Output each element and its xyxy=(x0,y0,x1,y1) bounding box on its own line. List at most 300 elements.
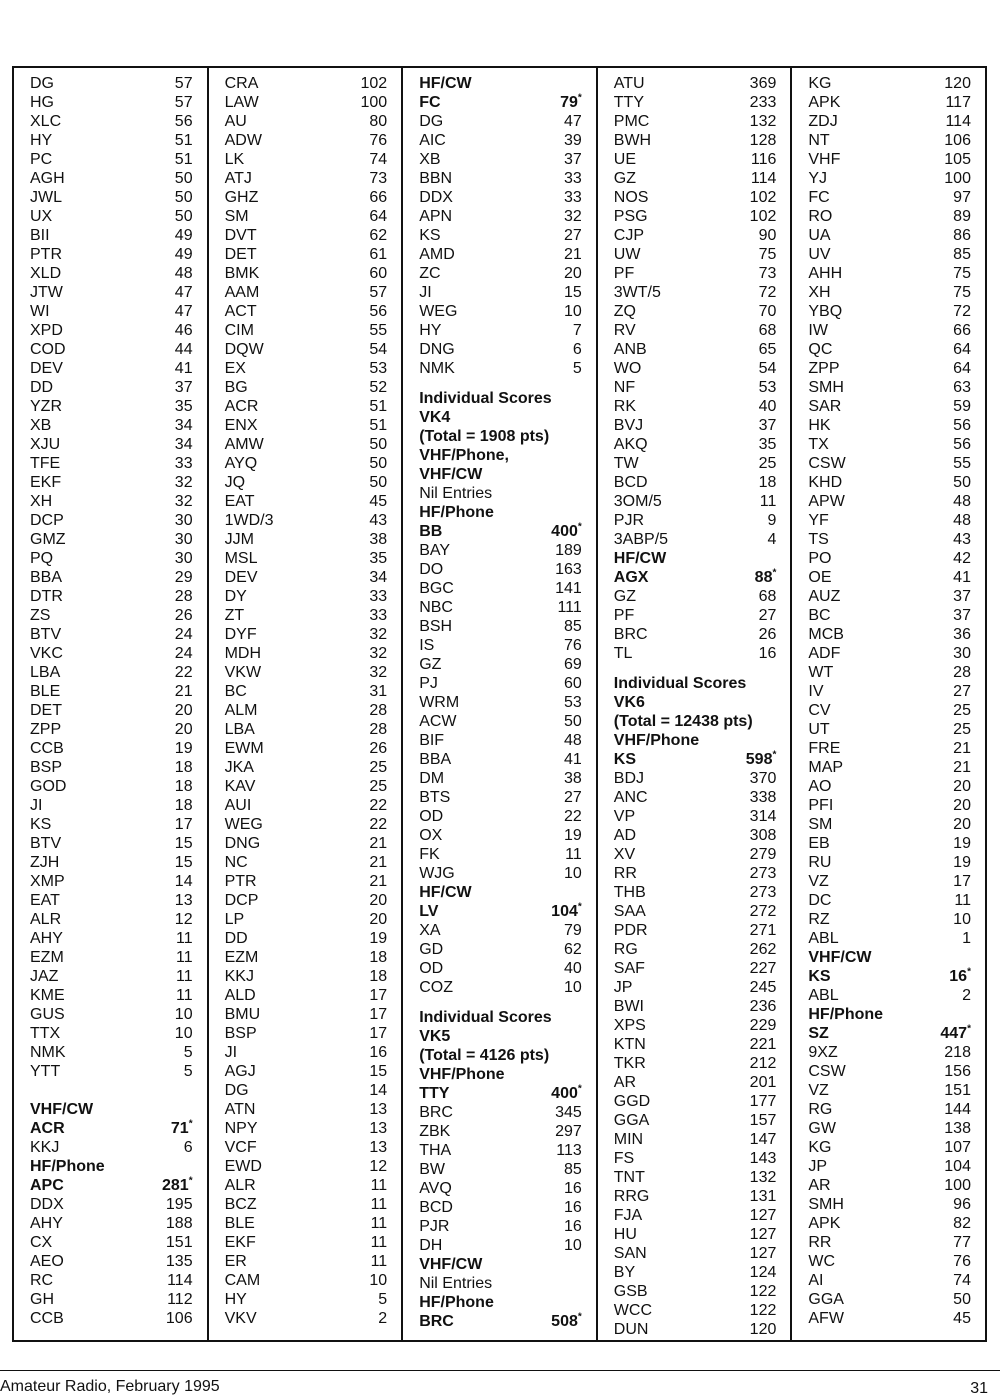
score-row xyxy=(614,1054,777,1073)
score-value: 188 xyxy=(165,1215,193,1232)
callsign: AD xyxy=(613,827,637,844)
callsign: CJP xyxy=(613,227,645,244)
callsign: XB xyxy=(419,151,441,168)
score-value: 114 xyxy=(945,113,971,130)
callsign: FRE xyxy=(808,740,841,757)
score-row xyxy=(614,750,777,769)
callsign: PC xyxy=(30,151,53,168)
callsign: AR xyxy=(613,1074,637,1091)
score-row xyxy=(808,511,971,530)
score-value: 20 xyxy=(369,892,388,909)
score-value: 272 xyxy=(749,903,777,920)
score-value: 76 xyxy=(953,1253,971,1270)
callsign: DET xyxy=(30,702,62,719)
callsign: RZ xyxy=(808,911,830,928)
callsign: PTR xyxy=(224,873,257,890)
score-value: 64 xyxy=(953,341,971,358)
score-value: 122 xyxy=(749,1302,777,1319)
score-row xyxy=(419,674,582,693)
score-value: 308 xyxy=(749,827,777,844)
callsign: WT xyxy=(808,664,834,681)
callsign: BRC xyxy=(419,1104,453,1121)
score-value: 25 xyxy=(369,759,388,776)
callsign: ACW xyxy=(419,713,457,730)
callsign: BW xyxy=(419,1161,445,1178)
score-row xyxy=(30,226,193,245)
score-row xyxy=(614,1130,777,1149)
score-value: 30 xyxy=(174,550,193,567)
callsign: CIM xyxy=(224,322,254,339)
callsign: AGX xyxy=(613,569,649,586)
callsign: ACT xyxy=(224,303,257,320)
score-value: 75 xyxy=(758,246,777,263)
callsign: KG xyxy=(808,1139,832,1156)
score-row xyxy=(225,1176,388,1195)
score-row xyxy=(225,587,388,606)
score-row xyxy=(614,131,777,150)
score-row xyxy=(614,1187,777,1206)
callsign: PQ xyxy=(30,550,54,567)
callsign: TW xyxy=(613,455,639,472)
callsign: KME xyxy=(30,987,65,1004)
score-row xyxy=(30,568,193,587)
score-row xyxy=(614,530,777,549)
score-value: 75 xyxy=(953,284,971,301)
callsign: BRC xyxy=(419,1313,454,1330)
score-value: 5 xyxy=(183,1063,193,1080)
score-row xyxy=(808,910,971,929)
score-row xyxy=(225,606,388,625)
score-row xyxy=(614,112,777,131)
score-row xyxy=(808,663,971,682)
score-value: 82 xyxy=(953,1215,971,1232)
score-row xyxy=(225,1195,388,1214)
score-row xyxy=(614,511,777,530)
section-heading: HF/Phone xyxy=(419,1294,494,1311)
score-value: 20 xyxy=(563,265,582,282)
score-value: 218 xyxy=(944,1044,971,1061)
score-row xyxy=(419,769,582,788)
callsign: JI xyxy=(224,1044,238,1061)
score-value: 25 xyxy=(758,455,777,472)
callsign: LV xyxy=(419,903,439,920)
footer-publication: Amateur Radio, February 1995 xyxy=(0,1378,220,1395)
callsign: DVT xyxy=(224,227,257,244)
score-row xyxy=(614,492,777,511)
score-row xyxy=(225,283,388,302)
score-row xyxy=(225,1309,388,1328)
callsign: EWD xyxy=(224,1158,262,1175)
score-row xyxy=(30,112,193,131)
section-heading: VK5 xyxy=(419,1028,451,1045)
score-row xyxy=(225,872,388,891)
callsign: FS xyxy=(613,1150,635,1167)
callsign: AMW xyxy=(224,436,264,453)
score-row xyxy=(614,74,777,93)
score-row xyxy=(419,1236,582,1255)
callsign: RG xyxy=(613,941,638,958)
callsign: COZ xyxy=(419,979,453,996)
score-row xyxy=(225,1100,388,1119)
score-row xyxy=(30,188,193,207)
score-value: 32 xyxy=(174,474,193,491)
score-row xyxy=(30,644,193,663)
score-row xyxy=(614,188,777,207)
score-value: 57 xyxy=(174,94,193,111)
score-value: 11 xyxy=(565,846,582,863)
callsign: ZQ xyxy=(613,303,636,320)
score-row xyxy=(225,568,388,587)
score-value: 12 xyxy=(369,1158,388,1175)
score-row xyxy=(614,340,777,359)
score-row xyxy=(808,853,971,872)
score-row xyxy=(419,807,582,826)
score-value: 271 xyxy=(749,922,777,939)
callsign: CAM xyxy=(224,1272,261,1289)
score-value: 74 xyxy=(369,151,388,168)
callsign: APK xyxy=(808,1215,841,1232)
callsign: XJU xyxy=(30,436,61,453)
callsign: SAA xyxy=(613,903,646,920)
callsign: TTY xyxy=(613,94,644,111)
score-value: 10 xyxy=(563,303,582,320)
score-value: 46 xyxy=(174,322,193,339)
section-note: Nil Entries xyxy=(419,1275,493,1292)
callsign: XMP xyxy=(30,873,65,890)
score-value: 50 xyxy=(563,713,582,730)
callsign: DM xyxy=(419,770,445,787)
callsign: BTV xyxy=(30,835,62,852)
score-value: 18 xyxy=(174,759,193,776)
score-row xyxy=(30,150,193,169)
callsign: KS xyxy=(419,227,441,244)
callsign: HU xyxy=(613,1226,637,1243)
callsign: PF xyxy=(613,265,635,282)
callsign: JP xyxy=(613,979,633,996)
callsign: SAR xyxy=(808,398,842,415)
score-row xyxy=(614,1320,777,1339)
callsign: LK xyxy=(224,151,245,168)
score-row xyxy=(808,378,971,397)
score-value: 100 xyxy=(360,94,388,111)
score-value: 35 xyxy=(174,398,193,415)
score-row xyxy=(614,1092,777,1111)
score-value: 21 xyxy=(369,835,388,852)
callsign: RG xyxy=(808,1101,833,1118)
score-value: 14 xyxy=(174,873,193,890)
callsign: IW xyxy=(808,322,828,339)
score-value: 32 xyxy=(174,493,193,510)
score-value: 40 xyxy=(758,398,777,415)
callsign: BB xyxy=(419,523,443,540)
score-value: 26 xyxy=(369,740,388,757)
score-row xyxy=(808,872,971,891)
score-value: 69 xyxy=(563,656,582,673)
score-row xyxy=(30,587,193,606)
score-row xyxy=(808,682,971,701)
callsign: GZ xyxy=(613,588,636,605)
callsign: ATN xyxy=(224,1101,256,1118)
score-value: 143 xyxy=(749,1150,777,1167)
callsign: RRG xyxy=(613,1188,650,1205)
score-value: 17 xyxy=(953,873,971,890)
score-value: 66 xyxy=(369,189,388,206)
callsign: XLC xyxy=(30,113,62,130)
score-row xyxy=(808,758,971,777)
callsign: APK xyxy=(808,94,841,111)
callsign: PJ xyxy=(419,675,438,692)
score-value: 26 xyxy=(758,626,777,643)
score-row xyxy=(225,986,388,1005)
score-row xyxy=(614,397,777,416)
score-value: 22 xyxy=(563,808,582,825)
callsign: BCD xyxy=(613,474,648,491)
score-value: 48 xyxy=(953,493,971,510)
score-row xyxy=(30,530,193,549)
score-row xyxy=(30,1271,193,1290)
score-value: 227 xyxy=(749,960,777,977)
score-value: 141 xyxy=(555,580,582,597)
callsign: OE xyxy=(808,569,832,586)
section-heading: VHF/CW xyxy=(419,466,483,483)
score-value: 201 xyxy=(749,1074,777,1091)
score-row xyxy=(614,473,777,492)
score-row xyxy=(614,150,777,169)
score-row xyxy=(614,226,777,245)
score-row xyxy=(808,150,971,169)
callsign: PDR xyxy=(613,922,648,939)
score-value: 11 xyxy=(175,930,193,947)
score-row xyxy=(419,579,582,598)
score-value: 144 xyxy=(944,1101,971,1118)
score-value: 96 xyxy=(953,1196,971,1213)
score-value: 37 xyxy=(953,588,971,605)
score-value: 80 xyxy=(369,113,388,130)
callsign: JTW xyxy=(30,284,63,301)
section-heading: VHF/CW xyxy=(419,1256,483,1273)
score-value: 297 xyxy=(555,1123,582,1140)
score-row xyxy=(30,1005,193,1024)
score-value: 33 xyxy=(174,455,193,472)
callsign: JKA xyxy=(224,759,254,776)
callsign: XH xyxy=(808,284,831,301)
section-heading: (Total = 12438 pts) xyxy=(613,713,753,730)
score-value: 10 xyxy=(563,865,582,882)
callsign: CV xyxy=(808,702,831,719)
score-row xyxy=(808,435,971,454)
callsign: ZJH xyxy=(30,854,60,871)
callsign: BRC xyxy=(613,626,648,643)
column-4 xyxy=(598,68,793,1340)
callsign: HK xyxy=(808,417,831,434)
score-value: 74 xyxy=(953,1272,971,1289)
callsign: KAV xyxy=(224,778,256,795)
score-value: 50 xyxy=(174,208,193,225)
callsign: WJG xyxy=(419,865,455,882)
score-row xyxy=(30,492,193,511)
score-value: 13 xyxy=(369,1101,388,1118)
score-value: 189 xyxy=(555,542,582,559)
callsign: FC xyxy=(808,189,830,206)
score-row xyxy=(225,910,388,929)
callsign: XH xyxy=(30,493,53,510)
score-value: 50 xyxy=(174,189,193,206)
score-value: 20 xyxy=(174,702,193,719)
score-value: 21 xyxy=(953,740,971,757)
score-row xyxy=(808,967,971,986)
score-row xyxy=(808,796,971,815)
score-value: 16 xyxy=(563,1180,582,1197)
score-value: 262 xyxy=(749,941,777,958)
callsign: ENX xyxy=(224,417,258,434)
score-value: 47 xyxy=(174,284,193,301)
score-row xyxy=(614,1282,777,1301)
callsign: JQ xyxy=(224,474,246,491)
score-value: 212 xyxy=(749,1055,777,1072)
callsign: CCB xyxy=(30,740,64,757)
callsign: DDX xyxy=(30,1196,64,1213)
callsign: DD xyxy=(30,379,54,396)
score-value: 27 xyxy=(563,227,582,244)
score-row xyxy=(808,74,971,93)
score-value: 9 xyxy=(767,512,777,529)
callsign: ALR xyxy=(224,1177,256,1194)
score-row xyxy=(808,1214,971,1233)
callsign: BLE xyxy=(224,1215,255,1232)
callsign: TFE xyxy=(30,455,61,472)
score-row xyxy=(30,1290,193,1309)
score-row xyxy=(30,207,193,226)
score-value: 279 xyxy=(749,846,777,863)
callsign: GGD xyxy=(613,1093,651,1110)
score-row xyxy=(808,1138,971,1157)
score-row xyxy=(30,378,193,397)
score-row xyxy=(30,796,193,815)
score-value: 21 xyxy=(563,246,582,263)
callsign: UT xyxy=(808,721,830,738)
callsign: AO xyxy=(808,778,832,795)
callsign: DUN xyxy=(613,1321,649,1338)
callsign: CSW xyxy=(808,455,846,472)
score-value: 50 xyxy=(174,170,193,187)
score-value: 73 xyxy=(369,170,388,187)
score-value: 16 xyxy=(758,645,777,662)
callsign: KHD xyxy=(808,474,843,491)
score-row xyxy=(808,986,971,1005)
score-value: 20 xyxy=(953,778,971,795)
score-value: 85 xyxy=(563,1161,582,1178)
callsign: FC xyxy=(419,94,441,111)
score-row xyxy=(808,112,971,131)
callsign: DH xyxy=(419,1237,443,1254)
score-value: 76 xyxy=(563,637,582,654)
score-value: 59 xyxy=(953,398,971,415)
callsign: AHY xyxy=(30,1215,63,1232)
score-value: 32 xyxy=(563,208,582,225)
score-value: 447* xyxy=(940,1023,971,1042)
score-row xyxy=(808,834,971,853)
score-value: 10 xyxy=(563,979,582,996)
score-row xyxy=(808,815,971,834)
score-row xyxy=(614,207,777,226)
callsign: JJM xyxy=(224,531,254,548)
callsign: AIC xyxy=(419,132,446,149)
callsign: VKV xyxy=(224,1310,257,1327)
score-value: 20 xyxy=(369,911,388,928)
score-row xyxy=(614,1206,777,1225)
section-heading: VHF/CW xyxy=(808,949,872,966)
score-value: 85 xyxy=(953,246,971,263)
score-row xyxy=(225,1043,388,1062)
score-value: 18 xyxy=(174,797,193,814)
callsign: XPS xyxy=(613,1017,646,1034)
callsign: XB xyxy=(30,417,52,434)
score-row xyxy=(614,93,777,112)
score-value: 24 xyxy=(174,626,193,643)
score-row xyxy=(808,625,971,644)
callsign: ATU xyxy=(613,75,645,92)
score-value: 42 xyxy=(953,550,971,567)
score-value: 64 xyxy=(369,208,388,225)
score-row xyxy=(614,245,777,264)
score-row xyxy=(614,788,777,807)
callsign: GOD xyxy=(30,778,67,795)
score-row xyxy=(614,769,777,788)
callsign: ALD xyxy=(224,987,256,1004)
callsign: GGA xyxy=(808,1291,844,1308)
score-value: 19 xyxy=(563,827,582,844)
callsign: BIF xyxy=(419,732,445,749)
score-value: 11 xyxy=(175,987,193,1004)
score-value: 41 xyxy=(953,569,971,586)
score-value: 124 xyxy=(749,1264,777,1281)
score-row xyxy=(225,169,388,188)
score-value: 48 xyxy=(953,512,971,529)
score-row xyxy=(808,606,971,625)
score-row xyxy=(614,283,777,302)
score-value: 30 xyxy=(953,645,971,662)
callsign: SAN xyxy=(613,1245,647,1262)
callsign: UX xyxy=(30,208,53,225)
score-row xyxy=(225,359,388,378)
section-heading: VHF/Phone, xyxy=(419,447,509,464)
score-row xyxy=(419,283,582,302)
callsign: AUI xyxy=(224,797,252,814)
section-heading: HF/Phone xyxy=(808,1006,884,1023)
callsign: BC xyxy=(808,607,831,624)
score-row xyxy=(808,359,971,378)
score-value: 27 xyxy=(758,607,777,624)
callsign: EAT xyxy=(224,493,255,510)
callsign: PJR xyxy=(419,1218,450,1235)
section-heading: (Total = 4126 pts) xyxy=(419,1047,550,1064)
score-value: 77 xyxy=(953,1234,971,1251)
score-row xyxy=(808,1233,971,1252)
score-row xyxy=(30,625,193,644)
score-value: 117 xyxy=(945,94,971,111)
callsign: THB xyxy=(613,884,646,901)
score-value: 10 xyxy=(563,1237,582,1254)
score-value: 73 xyxy=(758,265,777,282)
callsign: APW xyxy=(808,493,845,510)
callsign: ACR xyxy=(224,398,259,415)
score-value: 100 xyxy=(944,1177,971,1194)
asterisk-mark: * xyxy=(577,521,582,533)
callsign: AGH xyxy=(30,170,65,187)
score-row xyxy=(419,617,582,636)
callsign: VCF xyxy=(224,1139,257,1156)
score-row xyxy=(808,1062,971,1081)
